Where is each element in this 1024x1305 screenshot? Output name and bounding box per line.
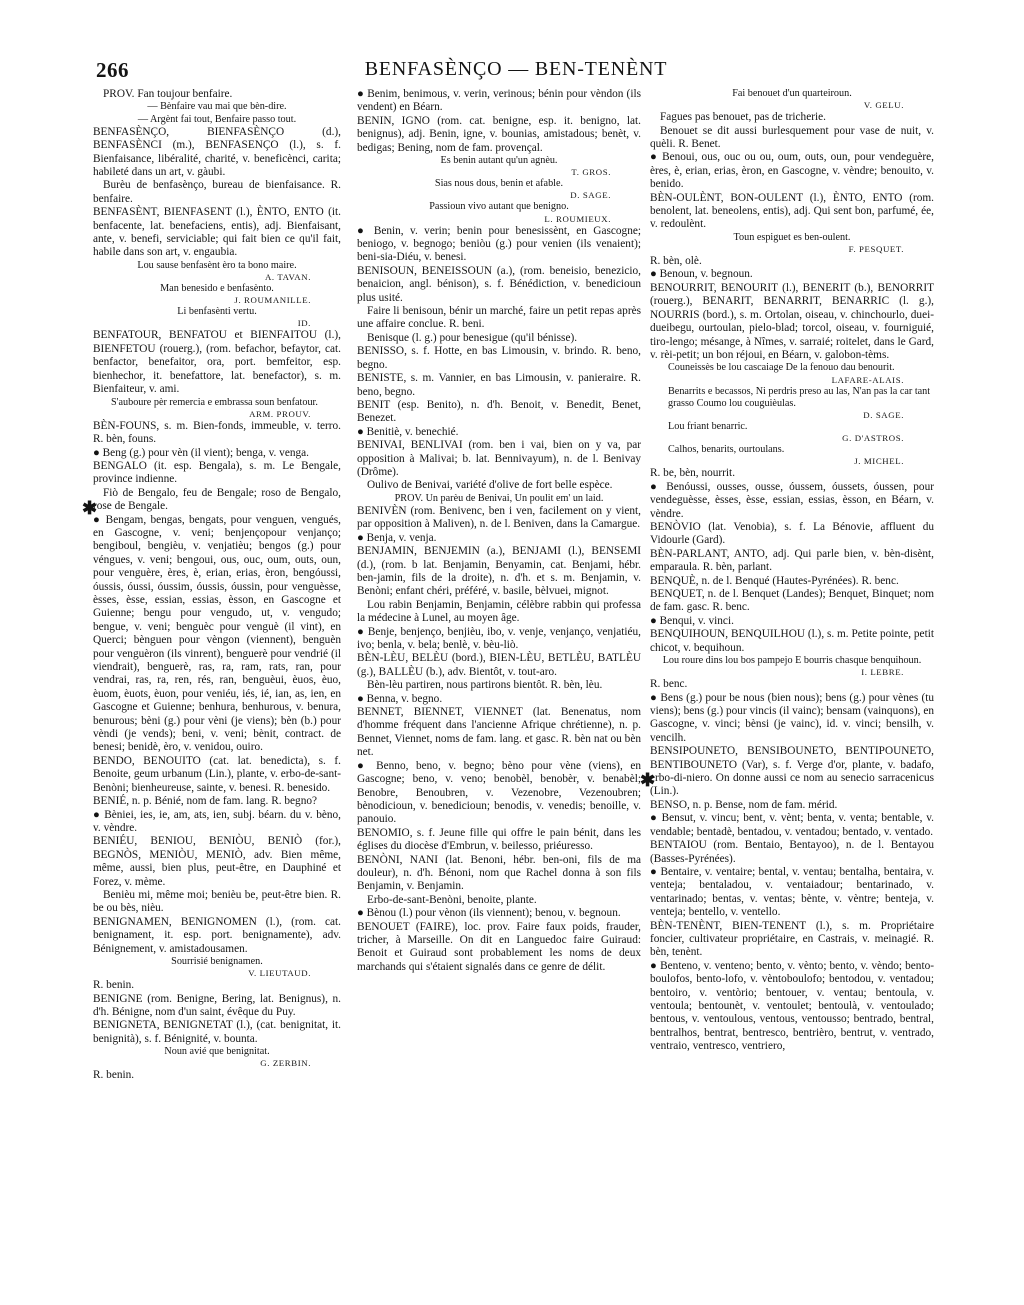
entry-paragraph: Benouet se dit aussi burlesquement pour vase de nuit, v. quèli. R. Benet. bbox=[650, 124, 934, 151]
dictionary-entry: ● Benoun, v. begnoun. bbox=[650, 268, 753, 281]
citation-author: A. TAVAN. bbox=[264, 272, 311, 283]
dictionary-entry: BÈN-TENÈNT, BIEN-TENENT (l.), s. m. Propriétaire foncier, cultivateur propriétaire, en Castrais, v. meinagié. R. bèn, tenènt. bbox=[650, 919, 934, 959]
dictionary-entry: ● Beng (g.) pour vèn (il vient); benga, v. venga. bbox=[93, 446, 309, 459]
dictionary-entry: ● Benno, beno, v. begno; bèno pour vène (viens), en Gascogne; beno, v. veno; benobèl, benobèr, v. benabèl; Benobre, Benoubren, v. Vezenobre, Vezenoubren; bènodicioun, v. benedicioun; benodis, v. venedis; benoille, v. panouio. bbox=[357, 759, 641, 826]
citation-author: J. ROUMANILLE. bbox=[234, 295, 311, 306]
dictionary-entry: ● Benteno, v. venteno; bento, v. vènto; bento, v. vèndo; bento-boulofos, bento-lofo, v. vèntoboulofo; bentodou, v. ventadou; bentoiro, v. ventòrio; bentouer, v. ventau; bentoula, v. ventoula; bentounèt, v. ventoulet; bentoulà, v. ventoulado; bentous, v. ventoulous, ventous, ventousso; bentrado, bentral, bentralhos, bentrat, bentresco, bentrièro, bentrut, v. ventrado, ventraio, ventresco, ventriero, bbox=[650, 959, 934, 1053]
citation-author: V. GELU. bbox=[863, 100, 904, 111]
entry-paragraph: PROV. Fan toujour benfaire. bbox=[103, 88, 233, 100]
citation-author: T. GROS. bbox=[571, 167, 611, 178]
quotation: — Argènt fai tout, Benfaire passo tout. bbox=[137, 113, 297, 125]
dictionary-entry: BENIN, IGNO (rom. cat. benigne, esp. it. benigno, lat. benignus), adj. Benin, igne, v. bounias, amistadous; benèt, v. bedigas; Bening, nom de fam. provençal. bbox=[357, 114, 641, 154]
dictionary-entry: BENOMIO, s. f. Jeune fille qui offre le pain bénit, dans les églises du diocèse d'Embrun, v. beilesso, priéuresso. bbox=[357, 826, 641, 853]
quotation: Toun espiguet es ben-oulent. bbox=[733, 231, 851, 243]
dictionary-entry: BENQUÈ, n. de l. Benqué (Hautes-Pyrénées). R. benc. bbox=[650, 574, 899, 587]
margin-asterisk-right: ✱ bbox=[640, 770, 656, 790]
dictionary-entry: BENOUET (FAIRE), loc. prov. Faire faux poids, frauder, tricher, à Marseille. On dit en Languedoc faire Guiraud: Benoit et Guiraud sont probablement les noms de deux marchands qui s'étaient signalés dans ce genre de délit. bbox=[357, 920, 641, 973]
dictionary-entry: ● Bengam, bengas, bengats, pour venguen, vengués, en Gascogne, v. veni; benjençopour venjanço; bengiboul, bengièu, v. venjatièu; bengos (g.) pour véngues, v. veni; bengoui, ous, ouc, oum, outs, oun, pour venguère, ères, è, erian, erias, èron, bengóussi, óussis, óussi, óussim, óussis, óussin, pour venguèsse, èsses, èsse, essian, essias, èsson, en Gascogne et Guienne; bengu pour vengudo, ut, v. vengudo; bengue, v. veni; benguèc pour venguè (il vint), en Querci; bènguen pour vèngon (viennent), benguèn pour venguèron (ils vinrent), benguerè pour vendrié (il viendrait), benguerè, ras, ra, ram, rats, ran, pour vendrai, ras, ra, ren, rés, ran, benguèui, èuos, èuo, èuom, èuots, èuon, pour veniéu, iés, ié, ian, as, ien, en Gascogne et Guienne; benhura, benhurous, v. benura, benurous; bèni (g.) pour vèni (je viens); bèn (b.) pour vèndi (je vends); beni, v. veni; bènit, contract. de benesi; benidè, èro, v. venidou, ouiro. bbox=[93, 513, 341, 754]
entry-paragraph: Burèu de benfasènço, bureau de bienfaisance. R. benfaire. bbox=[93, 179, 341, 205]
quotation: Fai benouet d'un quarteiroun. bbox=[732, 88, 852, 99]
entry-paragraph: Fiò de Bengalo, feu de Bengale; roso de Bengalo, rose de Bengale. bbox=[93, 486, 341, 513]
citation-author: ARM. PROUV. bbox=[249, 408, 311, 419]
dictionary-entry: BENIT (esp. Benito), n. d'h. Benoit, v. Benedit, Benet, Benezet. bbox=[357, 398, 641, 425]
dictionary-entry: BÈN-FOUNS, s. m. Bien-fonds, immeuble, v. terro. R. bèn, founs. bbox=[93, 419, 341, 446]
dictionary-entry: ● Bènou (l.) pour vènon (ils viennent); benou, v. begnoun. bbox=[357, 907, 621, 920]
column-middle bbox=[357, 88, 641, 1208]
dictionary-entry: BENGALO (it. esp. Bengala), s. m. Le Bengale, province indienne. bbox=[93, 459, 341, 486]
dictionary-entry: BENIÉ, n. p. Bénié, nom de fam. lang. R. begno? bbox=[93, 795, 318, 808]
dictionary-entry: BENQUET, n. de l. Benquet (Landes); Benquet, Binquet; nom de fam. gasc. R. benc. bbox=[650, 587, 934, 614]
quotation: Man benesido e benfasènto. bbox=[160, 283, 274, 295]
citation-author: G. ZERBIN. bbox=[260, 1058, 311, 1069]
dictionary-entry: BENFASÈNT, BIENFASENT (l.), ÈNTO, ENTO (it. benfacente, lat. benefaciens, entis), adj. Bienfaisant, ante, v. benefi, serviciable; qui fait bien ce qu'il fait, habile dans son art, v. engaubia. bbox=[93, 206, 341, 259]
running-title: BENFASÈNÇO — BEN-TENÈNT bbox=[364, 58, 668, 80]
quotation: Li benfasènti vertu. bbox=[177, 306, 257, 318]
dictionary-entry: BÈN-OULÈNT, BON-OULENT (l.), ÈNTO, ENTO (rom. benolent, lat. beneolens, entis), adj. Qui sent bon, parfumé, ée, v. redoulènt. bbox=[650, 191, 934, 231]
entry-paragraph: R. benin. bbox=[93, 1069, 135, 1082]
dictionary-entry: BENÒVIO (lat. Venobia), s. f. La Bénovie, affluent du Vidourle (Gard). bbox=[650, 520, 934, 547]
dictionary-entry: BENOURRIT, BENOURIT (l.), BENERIT (b.), BENORRIT (rouerg.), BENARIT, BENARRIT, BENARRIC (l. g.), NOURRIS (bord.), s. m. Ortolan, oiseau, v. chinchourlo, duei-dueibegu, ourtoulan, pielo-blad; torcol, oiseau, v. fourniguié, tiro-lengo; mésange, à Nîmes, v. sarraié; roitelet, dans le Gard, v. rèi-petit; un bon réjoui, en Béarn, v. galobon-tèms. bbox=[650, 281, 934, 361]
citation-author: I. LEBRE. bbox=[861, 667, 904, 678]
dictionary-entry: BENQUIHOUN, BENQUILHOU (l.), s. m. Petite pointe, petit chicot, v. bequihoun. bbox=[650, 628, 934, 654]
quotation: Lou sause benfasènt èro ta bono maire. bbox=[137, 259, 297, 271]
page-header bbox=[96, 58, 936, 88]
entry-paragraph: Bèn-lèu partiren, nous partirons bientôt. R. bèn, lèu. bbox=[367, 679, 603, 692]
dictionary-entry: ● Benqui, v. vinci. bbox=[650, 614, 734, 627]
entry-paragraph: Lou rabin Benjamin, Benjamin, célèbre rabbin qui professa la médecine à Lunel, au moyen âge. bbox=[357, 598, 641, 625]
citation-author: F. PESQUET. bbox=[848, 244, 904, 255]
dictionary-entry: BENIGNE (rom. Benigne, Bering, lat. Benignus), n. d'h. Bénigne, nom d'un saint, évêque du Puy. bbox=[93, 992, 341, 1018]
quotation: Benarrits e becassos, Ni perdris preso au las, N'an pas la car tant grasso Coumo lou couguièulas. bbox=[668, 385, 931, 409]
dictionary-entry: BENISTE, s. m. Vannier, en bas Limousin, v. panieraire. R. beno, begno. bbox=[357, 372, 641, 398]
quotation: Passioun vivo autant que benigno. bbox=[429, 201, 569, 213]
quotation: Calhos, benarits, ourtoulans. bbox=[668, 444, 785, 456]
dictionary-entry: ● Benna, v. begno. bbox=[357, 692, 443, 705]
entry-paragraph: Oulivo de Benivai, variété d'olive de fort belle espèce. bbox=[367, 479, 613, 492]
dictionary-entry: BENIGNAMEN, BENIGNOMEN (l.), (rom. cat. benignament, it. esp. port. benignamente), adv. Bénignement, v. amistadousamen. bbox=[93, 915, 341, 955]
quotation: Lou friant benarric. bbox=[668, 420, 748, 432]
dictionary-entry: ● Benje, benjenço, benjièu, ibo, v. venje, venjanço, venjatiéu, ivo; benla, v. bela; benlè, v. bèu-liò. bbox=[357, 625, 641, 652]
quotation: Sourrisié benignamen. bbox=[171, 955, 263, 967]
entry-paragraph: Faire li benisoun, bénir un marché, faire un petit repas après une affaire conclue. R. beni. bbox=[357, 305, 641, 331]
dictionary-entry: BENSIPOUNETO, BENSIBOUNETO, BENTIPOUNETO, BENTIBOUNETO (Var), s. f. Verge d'or, plante, v. badafo, erbo-di-niero. On donne aussi ce nom au senecio sarracenicus (Lin.). bbox=[650, 745, 934, 798]
dictionary-entry: BENDO, BENOUITO (cat. lat. benedicta), s. f. Benoite, geum urbanum (Lin.), plante, v. erbo-de-sant-Benòni; bienheureuse, sainte, v. benesi. R. benesido. bbox=[93, 754, 341, 794]
quotation: Es benin autant qu'un agnèu. bbox=[440, 155, 558, 167]
column-left bbox=[93, 88, 341, 1208]
margin-asterisk-left: ✱ bbox=[82, 498, 98, 518]
citation-author: ID. bbox=[297, 318, 311, 329]
dictionary-entry: BENISSO, s. f. Hotte, en bas Limousin, v. brindo. R. beno, begno. bbox=[357, 345, 641, 371]
dictionary-entry: BENFASÈNÇO, BIENFASÈNÇO (d.), BENFASÈNCI (m.), BENFASENÇO (l.), s. f. Bienfaisance, libéralité, charité, v. beneficènci, carita; habileté dans un art, v. gàubi. bbox=[93, 125, 341, 179]
entry-paragraph: R. benc. bbox=[650, 678, 688, 691]
dictionary-entry: BENNET, BIENNET, VIENNET (lat. Benenatus, nom d'homme fréquent dans l'ancienne Afrique chrétienne), n. p. Bennet, Viennet, noms de fam. lang. et gasc. R. bèn nat ou bèn net. bbox=[357, 706, 641, 759]
citation-author: L. ROUMIEUX. bbox=[544, 213, 611, 224]
dictionary-entry: ● Bensut, v. vincu; bent, v. vènt; benta, v. venta; bentable, v. vendable; bentadè, bentadou, v. ventadou; bentado, v. ventado. bbox=[650, 812, 934, 838]
dictionary-entry: ● Benóussi, ousses, ousse, óussem, óussets, óussen, pour vendeguèsse, èsses, èsse, essian, essias, èsson, en Béarn, v. vèndre. bbox=[650, 480, 934, 520]
dictionary-entry: ● Benin, v. verin; benin pour benesissènt, en Gascogne; beniogo, v. begnogo; beniòu (g.) pour venien (ils venaient); beni-sia-Diéu, v. benesi. bbox=[357, 224, 641, 264]
dictionary-entry: ● Benitiè, v. benechié. bbox=[357, 425, 459, 438]
citation-author: J. MICHEL. bbox=[854, 456, 904, 467]
citation-author: D. SAGE. bbox=[863, 409, 904, 420]
citation-author: G. D'ASTROS. bbox=[842, 433, 904, 444]
dictionary-entry: BENIVAI, BENLIVAI (rom. ben i vai, bien on y va, par opposition à Malivai; b. lat. Bennivayum), n. de l. Benivay (Drôme). bbox=[357, 439, 641, 478]
dictionary-entry: BENIGNETA, BENIGNETAT (l.), (cat. benignitat, it. benignità), s. f. Bénignité, v. bounta. bbox=[93, 1019, 341, 1045]
dictionary-entry: BÈN-LÈU, BELÈU (bord.), BIEN-LÈU, BETLÈU, BATLÈU (g.), BALLÈU (b.), adv. Bientôt, v. tout-aro. bbox=[357, 652, 641, 678]
column-right bbox=[650, 88, 934, 1208]
quotation: Couneissès be lou cascaiage De la fenouo dau benourit. bbox=[668, 362, 895, 374]
dictionary-entry: ● Benim, benimous, v. verin, verinous; bénin pour vèndon (ils vendent) en Béarn. bbox=[357, 88, 641, 114]
quotation: Noun avié que benignitat. bbox=[164, 1046, 270, 1058]
quotation: Sias nous dous, benin et afable. bbox=[434, 178, 564, 190]
citation-author: D. SAGE. bbox=[570, 190, 611, 201]
dictionary-entry: BENSO, n. p. Bense, nom de fam. mérid. bbox=[650, 798, 838, 811]
dictionary-entry: BENTAIOU (rom. Bentaio, Bentayoo), n. de l. Bentayou (Basses-Pyrénées). bbox=[650, 839, 934, 865]
citation-author: V. LIEUTAUD. bbox=[248, 968, 311, 979]
entry-paragraph: Fagues pas benouet, pas de tricherie. bbox=[660, 111, 826, 124]
dictionary-entry: ● Bentaire, v. ventaire; bental, v. ventau; bentalha, bentaira, v. venteja; bentaladou, v. ventaiadour; bentarinado, v. ventarinado; bentas, v. ventas; bènte, v. vèntre; benteja, v. venteja; bentello, v. ventello. bbox=[650, 865, 934, 919]
dictionary-entry: BENIÉU, BENIOU, BENIÒU, BENIÒ (for.), BEGNÒS, MENIÒU, MENIÒ, adv. Bien même, même, aussi, bien plus, peut-être, en Dauphiné et Forez, v. mème. bbox=[93, 835, 341, 888]
dictionary-entry: BENISOUN, BENEISSOUN (a.), (rom. beneisio, benezicio, benaicion, angl. bénison), s. f. Bénédiction, v. benedicioun plus usité. bbox=[357, 264, 641, 304]
dictionary-entry: BENÒNI, NANI (lat. Benoni, hébr. ben-oni, fils de ma douleur), n. d'h. Bénoni, nom que Rachel donna à son fils Benjamin, v. Benjamin. bbox=[357, 853, 641, 893]
entry-paragraph: Benisque (l. g.) pour benesigue (qu'il bénisse). bbox=[367, 331, 578, 344]
entry-paragraph: R. bèn, olè. bbox=[650, 255, 702, 268]
dictionary-entry: ● Benoui, ous, ouc ou ou, oum, outs, oun, pour vendeguère, ères, è, erian, erias, èron, en Gascogne, v. vèndre; benouito, v. benido. bbox=[650, 151, 934, 191]
dictionary-entry: BÈN-PARLANT, ANTO, adj. Qui parle bien, v. bèn-disènt, emparaula. R. bèn, parlant. bbox=[650, 547, 934, 574]
entry-paragraph: Erbo-de-sant-Benòni, benoite, plante. bbox=[367, 893, 537, 906]
dictionary-entry: ● Bens (g.) pour be nous (bien nous); bens (g.) pour vènes (tu viens); bens (g.) pour vincis (il vainc); bensam (vainquons), en Gascogne, v. vinci; bènsi (je vainc), id. v. vinci; bensilh, v. vencilh. bbox=[650, 691, 934, 744]
entry-paragraph: R. benin. bbox=[93, 979, 135, 992]
dictionary-entry: ● Bèniei, ies, ie, am, ats, ien, subj. béarn. du v. bèno, v. vèndre. bbox=[93, 808, 341, 834]
quotation: S'auboure pèr remercia e embrassa soun benfatour. bbox=[111, 396, 318, 408]
dictionary-entry: BENIVÈN (rom. Benivenc, ben i ven, facilement on y vient, par opposition à Maliven), n. de l. Beniven, dans la Camargue. bbox=[357, 504, 641, 531]
quotation: PROV. Un parèu de Benivai, Un poulit em' un laid. bbox=[394, 492, 604, 504]
entry-paragraph: R. be, bèn, nourrit. bbox=[650, 467, 736, 480]
dictionary-entry: BENJAMIN, BENJEMIN (a.), BENJAMI (l.), BENSEMI (d.), (rom. b lat. Benjamin, Benyamin, cat. Benjami, hébr. ben-jamin, fils de la droite), n. d'h. et s. m. Benjamin, v. Benòni; enfant chéri, préféré, v. basile, bèlvuei, mignot. bbox=[357, 545, 641, 598]
dictionary-entry: ● Benja, v. venja. bbox=[357, 531, 437, 544]
entry-paragraph: Benièu mi, même moi; benièu be, peut-être bien. R. be ou bès, nièu. bbox=[93, 888, 341, 915]
page-number: 266 bbox=[96, 58, 129, 82]
citation-author: LAFARE-ALAIS. bbox=[831, 374, 904, 385]
dictionary-entry: BENFATOUR, BENFATOU et BIENFAITOU (l.), BIENFETOU (rouerg.), (rom. befachor, befaytor, cat. benfactor, benefaitor, ora, port. bemfeitor, esp. bienhechor, it. benefattore, lat. benefactor), s. m. Bienfaiteur, v. ami. bbox=[93, 329, 341, 396]
quotation: — Bènfaire vau mai que bèn-dire. bbox=[147, 101, 287, 113]
quotation: Lou roure dins lou bos pampejo E bourris chasque benquihoun. bbox=[662, 655, 922, 667]
